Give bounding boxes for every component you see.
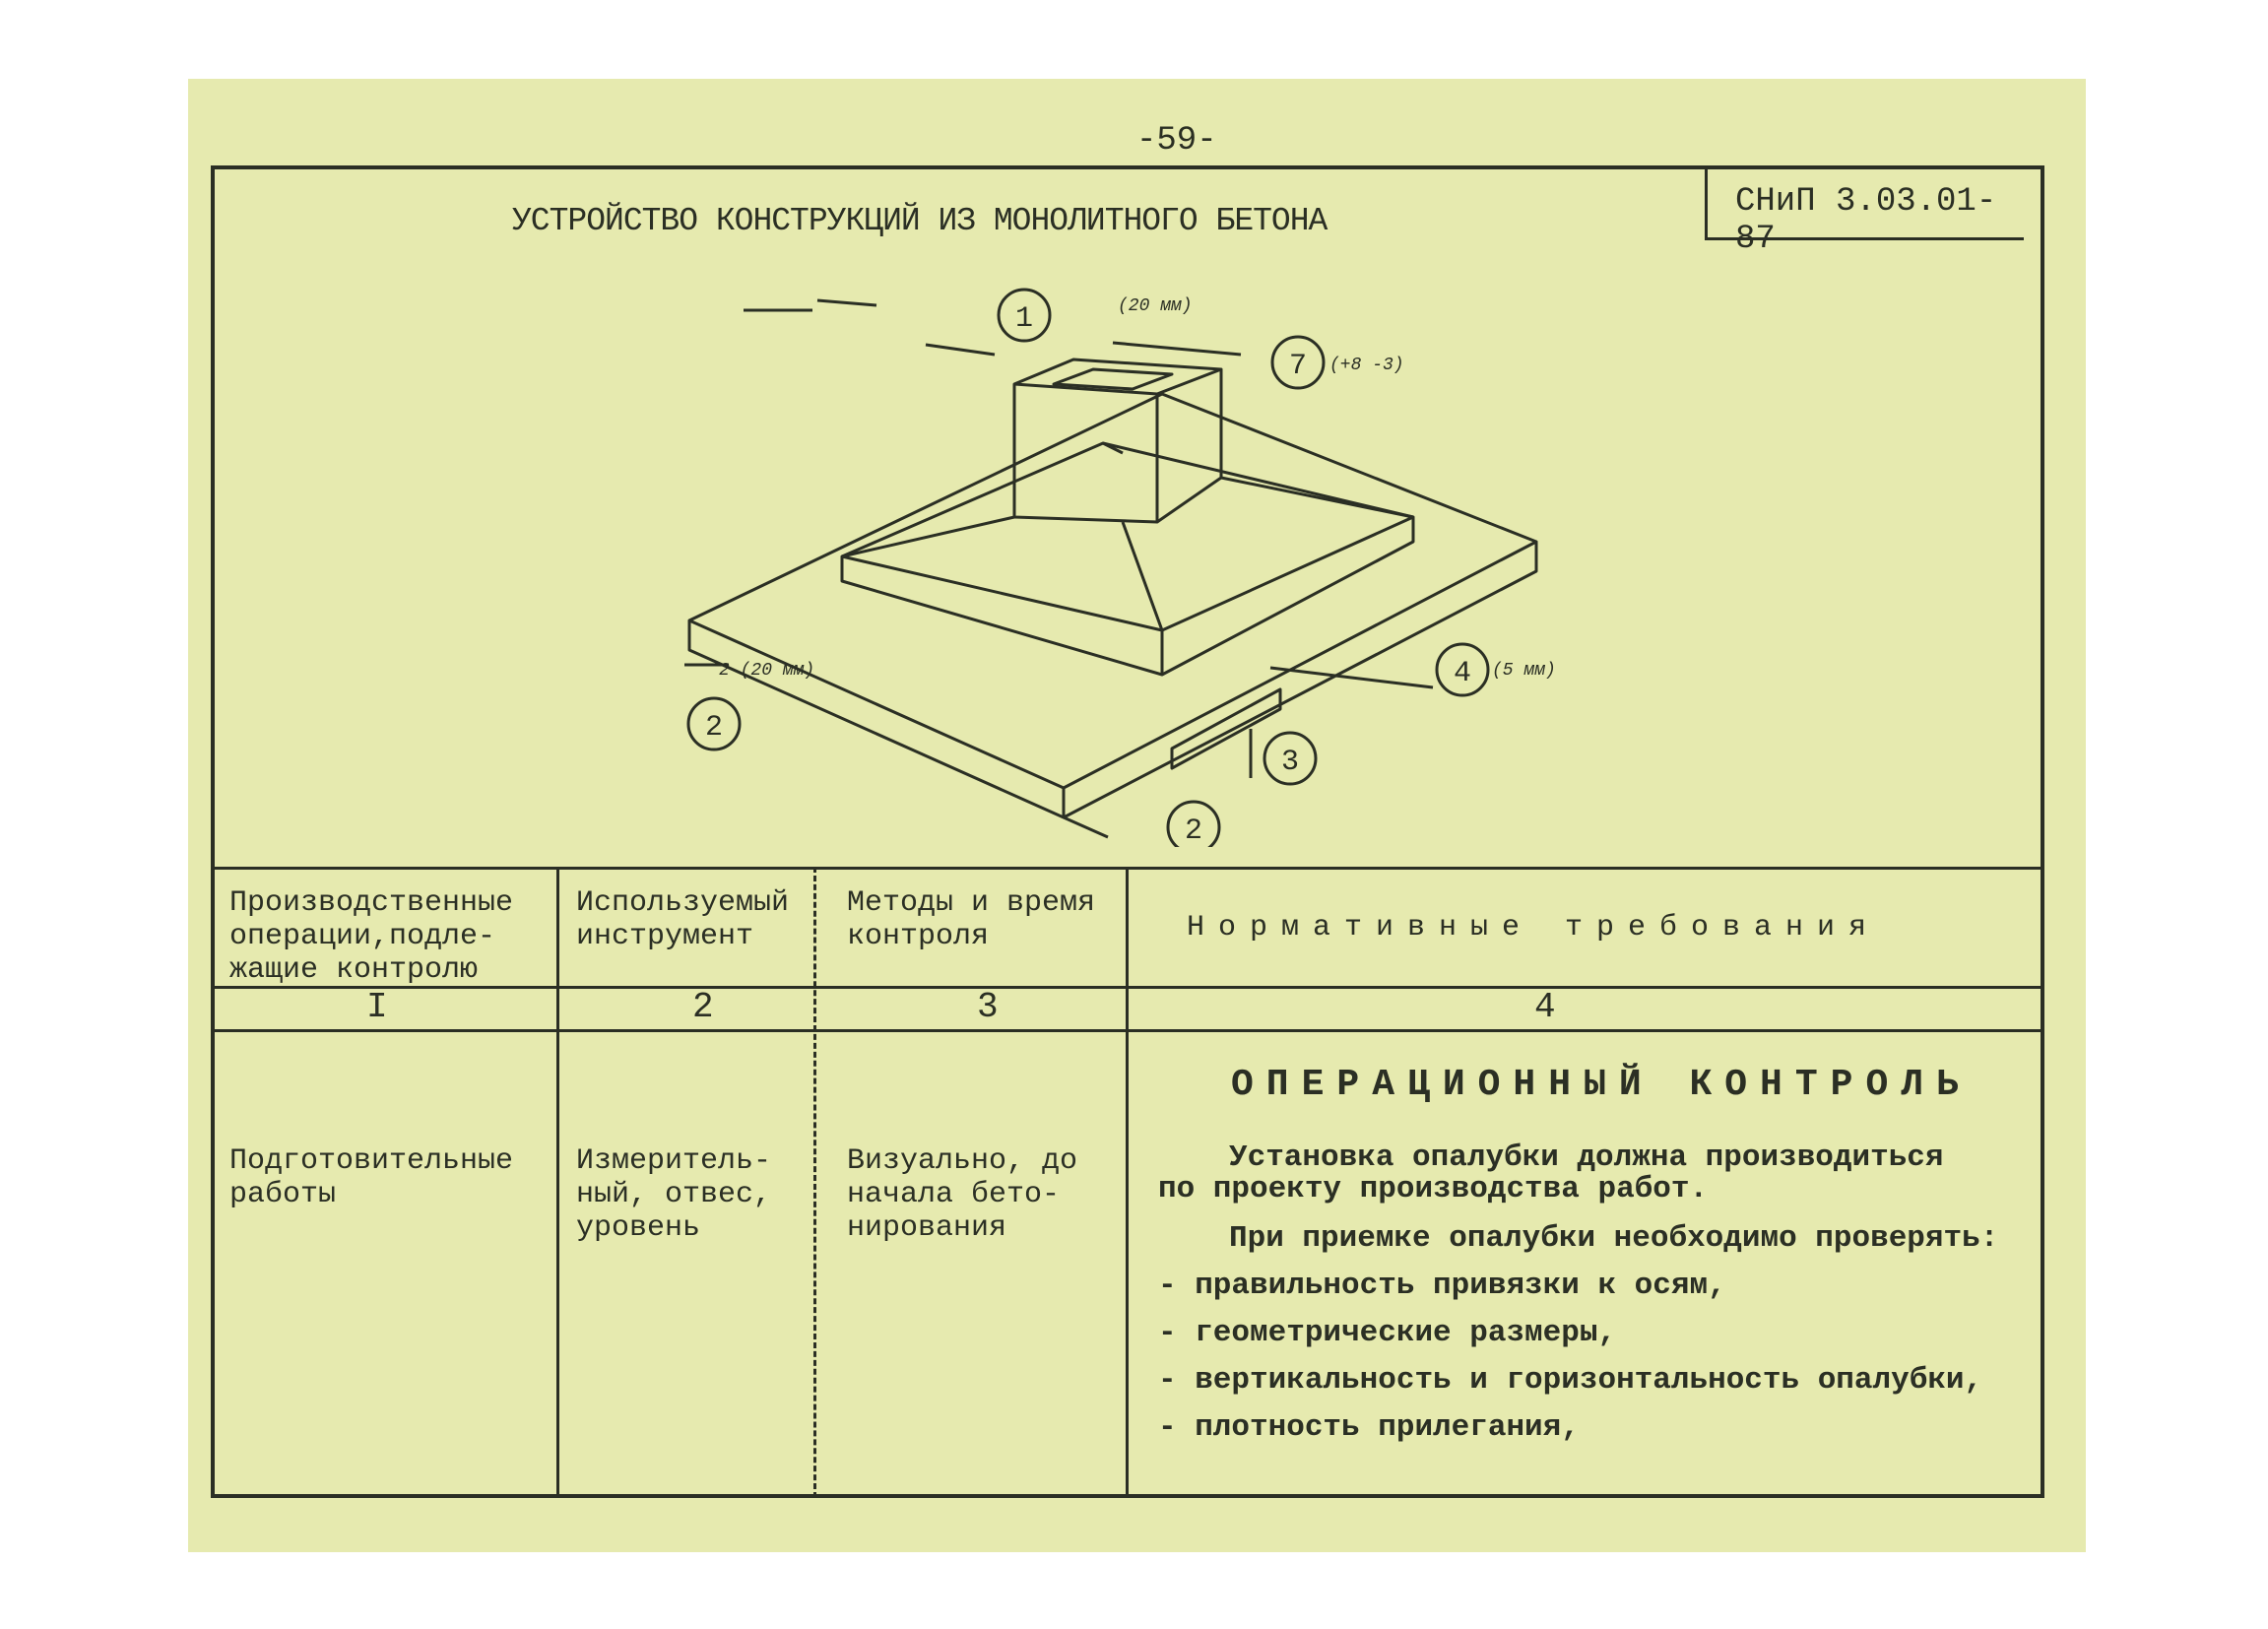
page-number: -59- (1136, 122, 1217, 160)
requirement-bullet: - геометрические размеры, (1158, 1316, 1617, 1350)
requirement-bullet: - вертикальность и горизонтальность опалубки, (1158, 1363, 1983, 1398)
requirements-para2: При приемке опалубки необходимо проверять: (1229, 1221, 1999, 1256)
document-title: УСТРОЙСТВО КОНСТРУКЦИЙ ИЗ МОНОЛИТНОГО БЕТОНА (512, 203, 1328, 239)
callout-1-number: 1 (1014, 302, 1034, 336)
callout-2b-number: 2 (1184, 814, 1203, 847)
column-number-2: 2 (692, 987, 714, 1027)
callout-7-tolerance: (+8 -3) (1329, 356, 1404, 375)
slab-front (689, 620, 1064, 817)
standard-code-stamp (1705, 165, 2024, 258)
callout-2-tolerance: 2 (20 мм) (719, 661, 815, 681)
requirement-bullet: - правильность привязки к осям, (1158, 1269, 1726, 1303)
requirements-para1-line1: Установка опалубки должна производиться (1229, 1140, 1944, 1175)
row-operation: Подготовительные работы (229, 1144, 514, 1211)
row-method: Визуально, до начала бето- нирования (847, 1144, 1078, 1245)
callout-4-tolerance: (5 мм) (1492, 661, 1556, 681)
standard-code: СНиП 3.03.01-87 (1735, 183, 1997, 258)
requirements-para1-line2: по проекту производства работ. (1158, 1172, 1709, 1206)
column-divider-1 (556, 867, 559, 1498)
column-divider-2 (813, 867, 816, 1498)
column-divider-3 (1126, 867, 1129, 1498)
callout-3-number: 3 (1280, 746, 1300, 779)
row-instrument: Измеритель- ный, отвес, уровень (576, 1144, 772, 1245)
slab-top (689, 394, 1536, 788)
callout-7-number: 7 (1288, 350, 1308, 383)
column-number-1: I (366, 987, 388, 1027)
column-number-4: 4 (1534, 987, 1556, 1027)
header-requirements: Нормативные требования (1187, 911, 1881, 945)
header-instrument: Используемый инструмент (576, 886, 790, 953)
requirement-bullet: - плотность прилегания, (1158, 1410, 1580, 1445)
header-operations: Производственные операции,подле- жащие контролю (229, 886, 514, 987)
foundation-drawing (591, 276, 1595, 847)
header-methods: Методы и время контроля (847, 886, 1096, 953)
column-number-3: 3 (977, 987, 999, 1027)
section-title: ОПЕРАЦИОННЫЙ КОНТРОЛЬ (1231, 1064, 1972, 1106)
callout-1-tolerance: (20 мм) (1118, 296, 1193, 316)
callout-4-number: 4 (1453, 657, 1472, 690)
callout-2-number: 2 (704, 711, 724, 745)
